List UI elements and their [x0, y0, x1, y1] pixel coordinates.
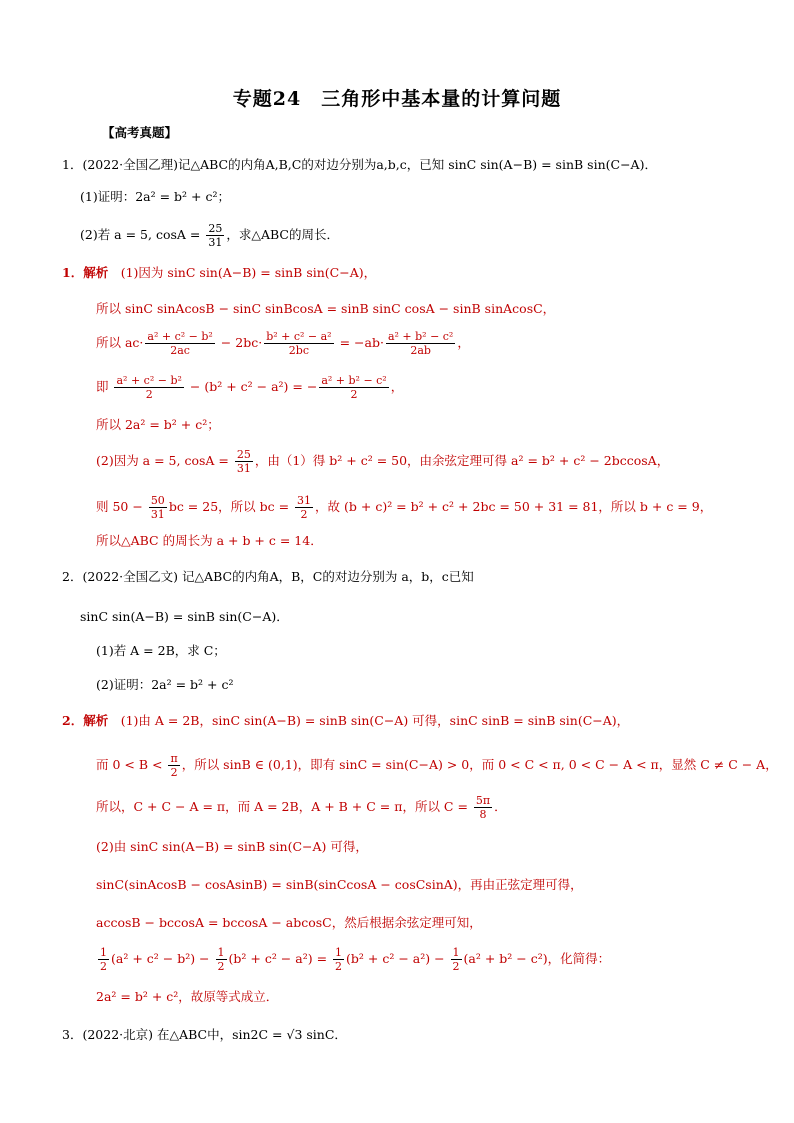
question-1-part-2: (2)若 a = 5, cosA = $\frac{25}{31}$ ，求△ABC的周长． [80, 222, 339, 249]
page-title: 专题24 三角形中基本量的计算问题 [232, 88, 562, 110]
solution-1-line-3: 所以 ac· $\frac{\text{a² + c² − b²}}{2ac}$ − 2bc· $\frac{\text{b² + c² − a²}}{2bc}$ = −ab· $\frac{\text{a² + b² − c²}}{2ab}$ ， [96, 330, 470, 357]
solution-label: 1．解析 [62, 265, 109, 280]
question-2-stem-2: sinC sin(A−B) = sinB sin(C−A)． [80, 609, 289, 624]
section-label: 【高考真题】 [102, 125, 178, 140]
solution-1-line-8: 所以△ABC 的周长为 a + b + c = 14． [96, 533, 323, 548]
solution-2-line-8: 2a² = b² + c²，故原等式成立． [96, 989, 279, 1004]
solution-2-line-6: accosB − bccosA = bccosA − abcosC，然后根据余弦定理可知， [96, 915, 482, 930]
solution-1-line-5: 所以 2a² = b² + c²； [96, 417, 220, 432]
solution-label: 2．解析 [62, 713, 109, 728]
solution-2-line-2: 而 0 < B < $\frac{\pi}{2}$ ，所以 sinB ∈ (0,1)，即有 sinC = sin(C−A) > 0，而 0 < C < π, 0 < C − A < π，显然 C ≠ C − A， [96, 752, 778, 779]
solution-2-line-1: 2．解析 (1)由 A = 2B，sinC sin(A−B) = sinB sin(C−A) 可得，sinC sinB = sinB sin(C−A)， [62, 713, 630, 728]
question-number: 1． [62, 157, 83, 172]
fraction: $\frac{25}{31}$ [208, 222, 223, 249]
solution-2-line-5: sinC(sinAcosB − cosAsinB) = sinB(sinCcosA − cosCsinA)，再由正弦定理可得， [96, 877, 583, 892]
question-source: (2022·北京) [82, 1027, 153, 1042]
solution-2-line-4: (2)由 sinC sin(A−B) = sinB sin(C−A) 可得， [96, 839, 368, 854]
question-2-part-2: (2)证明：2a² = b² + c² [96, 677, 234, 692]
question-2-stem: 2．(2022·全国乙文) 记△ABC的内角A，B，C的对边分别为 a，b，c已知 [62, 569, 474, 584]
question-1-stem: 1．(2022·全国乙理)记△ABC的内角A,B,C的对边分别为a,b,c，已知 sinC sin(A−B) = sinB sin(C−A)． [62, 157, 657, 172]
solution-2-line-3: 所以，C + C − A = π，而 A = 2B，A + B + C = π，所以 C = $\frac{5\pi}{8}$ ． [96, 794, 507, 821]
question-source: (2022·全国乙理) [82, 157, 178, 172]
solution-1-line-6: (2)因为 a = 5, cosA = $\frac{25}{31}$ ，由（1）得 b² + c² = 50，由余弦定理可得 a² = b² + c² − 2bccosA， [96, 448, 670, 475]
solution-1-line-4: 即 $\frac{\text{a² + c² − b²}}{2}$ − (b² + c² − a²) = − $\frac{\text{a² + b² − c²}}{2}$ ， [96, 374, 404, 401]
question-1-part-1: (1)证明：2a² = b² + c²； [80, 189, 230, 204]
question-source: (2022·全国乙文) [82, 569, 178, 584]
question-2-part-1: (1)若 A = 2B，求 C； [96, 643, 226, 658]
question-number: 3． [62, 1027, 83, 1042]
solution-1-line-2: 所以 sinC sinAcosB − sinC sinBcosA = sinB sinC cosA − sinB sinAcosC， [96, 301, 556, 316]
question-3-stem: 3．(2022·北京) 在△ABC中，sin2C = √3 sinC． [62, 1027, 347, 1042]
question-number: 2． [62, 569, 83, 584]
solution-1-line-7: 则 50 − $\frac{50}{31}$ bc = 25，所以 bc = $\frac{31}{2}$ ，故 (b + c)² = b² + c² + 2bc = 50 + 31 = 81，所以 b + c = 9， [96, 494, 713, 521]
solution-1-line-1: 1．解析 (1)因为 sinC sin(A−B) = sinB sin(C−A)， [62, 265, 377, 280]
solution-2-line-7: $\frac{1}{2}$ (a² + c² − b²) − $\frac{1}{2}$ (b² + c² − a²) = $\frac{1}{2}$ (b² + c² − a²) − $\frac{1}{2}$ (a² + b² − c²)，化简得： [100, 946, 611, 973]
